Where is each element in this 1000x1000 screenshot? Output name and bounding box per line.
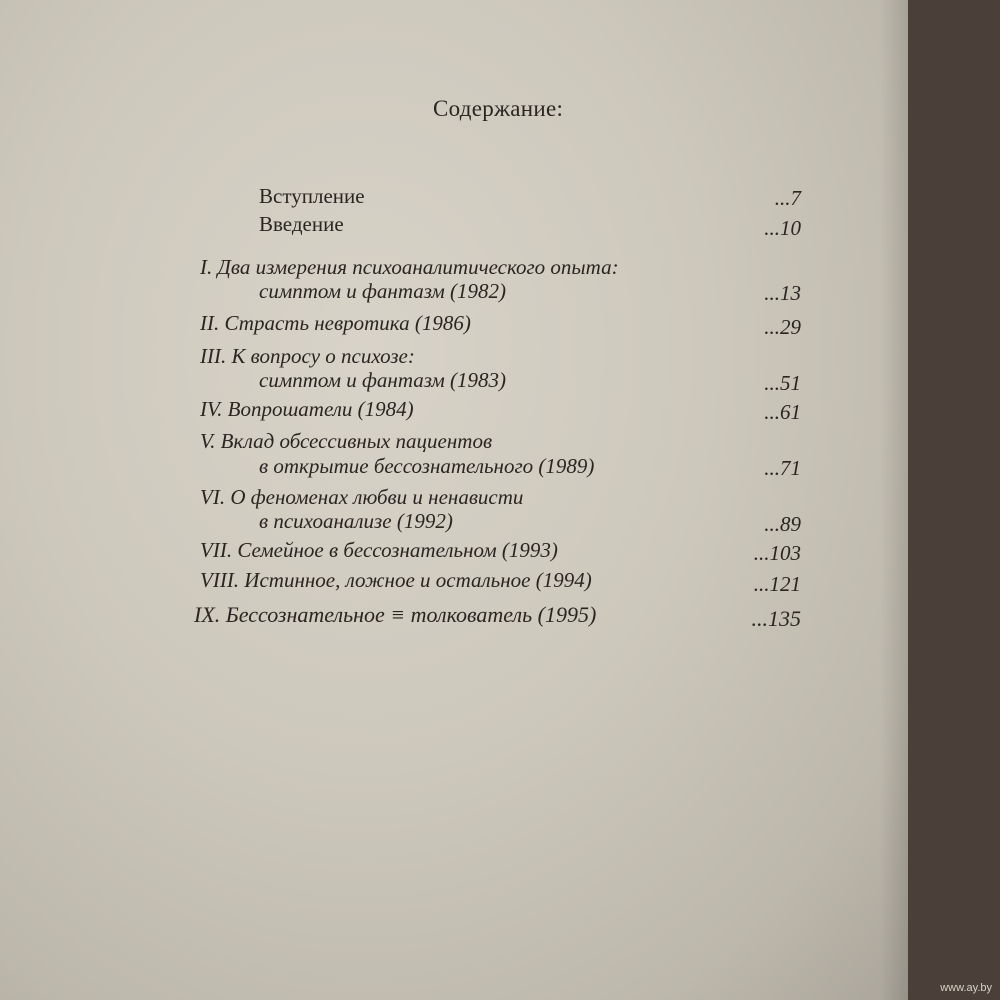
- toc-chapter-7-line1: VII. Семейное в бессознательном (1993): [200, 538, 558, 562]
- site-watermark: www.ay.by: [940, 982, 992, 994]
- toc-entry-intro-page: ...7: [774, 186, 801, 210]
- toc-chapter-9-page: ...135: [751, 606, 801, 631]
- toc-entry-introduction-title: Введение: [259, 212, 344, 236]
- toc-entry-intro-title: Вступление: [259, 184, 365, 208]
- toc-chapter-2-page: ...29: [764, 315, 801, 339]
- toc-chapter-5-line1: V. Вклад обсессивных пациентов: [200, 429, 493, 453]
- contents-heading: Содержание:: [433, 96, 564, 121]
- toc-chapter-4-line1: IV. Вопрошатели (1984): [200, 397, 414, 421]
- toc-chapter-6-page: ...89: [764, 512, 801, 536]
- toc-chapter-3-line2: симптом и фантазм (1983): [259, 368, 507, 392]
- toc-chapter-4-page: ...61: [764, 400, 801, 424]
- page-edge-shadow: [880, 0, 908, 1000]
- toc-entry-introduction-page: ...10: [764, 216, 801, 240]
- toc-chapter-2-line1: II. Страсть невротика (1986): [200, 311, 471, 335]
- toc-chapter-5-line2: в открытие бессознательного (1989): [259, 454, 595, 478]
- toc-chapter-8-page: ...121: [753, 572, 801, 596]
- toc-chapter-5-page: ...71: [764, 456, 801, 480]
- toc-chapter-7-page: ...103: [753, 541, 801, 565]
- toc-chapter-8-line1: VIII. Истинное, ложное и остальное (1994): [200, 568, 592, 592]
- toc-chapter-1-line2: симптом и фантазм (1982): [259, 279, 507, 303]
- toc-chapter-3-page: ...51: [764, 371, 801, 395]
- toc-chapter-6-line1: VI. О феноменах любви и ненависти: [200, 485, 524, 509]
- toc-chapter-9-line1: IX. Бессознательное ≡ толкователь (1995): [194, 602, 597, 627]
- toc-chapter-3-line1: III. К вопросу о психозе:: [200, 344, 415, 368]
- toc-chapter-1-page: ...13: [764, 281, 801, 305]
- toc-chapter-1-line1: I. Два измерения психоаналитического опыта:: [200, 255, 619, 279]
- toc-chapter-6-line2: в психоанализе (1992): [259, 509, 453, 533]
